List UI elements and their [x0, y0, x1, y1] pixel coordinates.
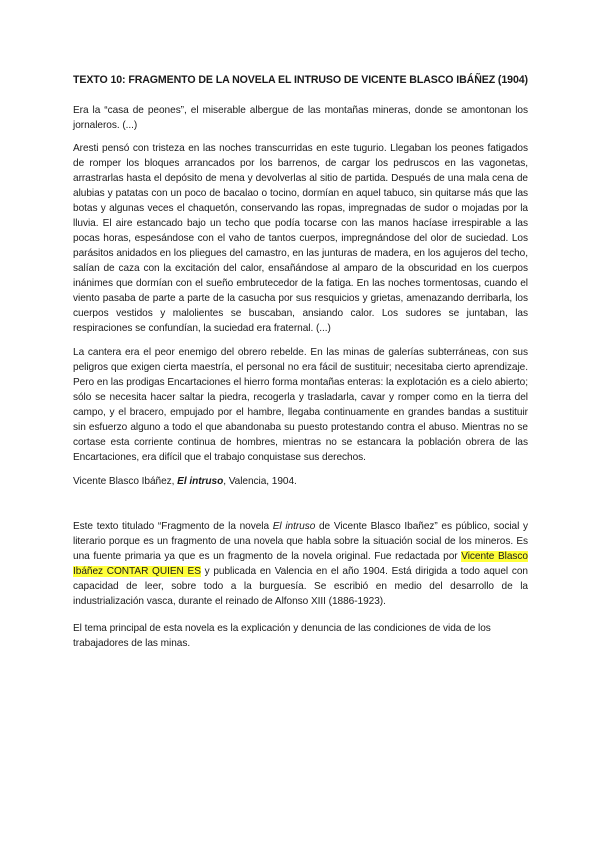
analysis-text-3: y publicada en Valencia en el año 1904. Está dirigida a todo aquel con capacidad de leer, sobre todo a la burguesía. Se escribió en medio del desarrollo de la industrialización vasca, durante el reinado de Alfonso XIII (1886-1923).: [73, 566, 528, 607]
citation-author: Vicente Blasco Ibáñez,: [73, 476, 178, 487]
analysis-text-1: Este texto titulado “Fragmento de la novela: [73, 521, 273, 532]
analysis-book-title: El intruso: [272, 521, 316, 532]
analysis-text-2: de Vicente Blasco Ibañez” es público, social y literario porque es un fragmento de una novela que habla sobre la situación social de los mineros. Es una fuente primaria ya que es un fragmento de la novela original. Fue redactada por: [73, 521, 528, 562]
highlighted-note: Vicente Blasco Ibáñez CONTAR QUIEN ES: [73, 551, 528, 577]
quote-paragraph-1: Era la “casa de peones”, el miserable albergue de las montañas mineras, donde se amontonan los jornaleros. (...): [73, 105, 528, 131]
analysis-paragraph-2: El tema principal de esta novela es la explicación y denuncia de las condiciones de vida de los trabajadores de las minas.: [73, 623, 491, 649]
analysis-paragraph-1: [73, 519, 528, 609]
quote-paragraph-2: Aresti pensó con tristeza en las noches transcurridas en este tugurio. Llegaban los peones fatigados de romper los bloques arrancados por los barrenos, de cargar los pedruscos en las vagonetas, arrastrarlas hasta el depósito de mena y devolverlas al sitio de partida. Después de una mala cena de alubias y patatas con un poco de bacalao o tocino, dormían en aquel tabuco, sin quitarse más que las botas y algunas veces el chaquetón, conservando las ropas, impregnadas de sudor o mojadas por la lluvia. El aire estancado bajo un techo que podía tocarse con las manos hacíase irrespirable a las pocas horas, espesándose con el vaho de tantos cuerpos, impregnándose del olor de suciedad. Los parásitos anidados en los pliegues del camastro, en las junturas de madera, en los agujeros del techo, salían de caza con la excitación del calor, ensañándose al amparo de la obscuridad en los cuerpos inánimes que dormían con el sueño embrutecedor de la fatiga. En las noches tormentosas, cuando el viento pasaba de parte a parte de la casucha por sus resquicios y grietas, amenazando derribarla, los cuerpos vestidos y malolientes se buscaban, ansiando calor. Los sudores se juntaban, las respiraciones se confundían, la suciedad era fraternal. (...): [73, 143, 528, 334]
citation: [73, 474, 528, 489]
quote-paragraph-3: La cantera era el peor enemigo del obrero rebelde. En las minas de galerías subterráneas, con sus peligros que exigen cierta maestría, el personal no era fácil de sustituir; necesitaba cierto aprendizaje. Pero en las prodigas Encartaciones el hierro forma montañas enteras: la explotación es a cielo abierto; sólo se necesita hacer saltar la piedra, recogerla y trasladarla, cavar y romper como en la tierra del campo, y el bracero, empujado por el hambre, llegaba continuamente en grandes bandas a sustituir sin esfuerzo alguno a todo el que abandonaba su puesto protestando contra el abuso. Mientras no se cortase esta corriente continua de hombres, mientras no se estancara la población obrera de las Encartaciones, era difícil que el trabajo conquistase sus derechos.: [73, 347, 528, 463]
citation-work-title: El intruso: [177, 476, 224, 487]
document-title: TEXTO 10: FRAGMENTO DE LA NOVELA EL INTRUSO DE VICENTE BLASCO IBÁÑEZ (1904): [73, 74, 528, 86]
citation-rest: , Valencia, 1904.: [223, 476, 297, 487]
document-body: [73, 72, 528, 651]
